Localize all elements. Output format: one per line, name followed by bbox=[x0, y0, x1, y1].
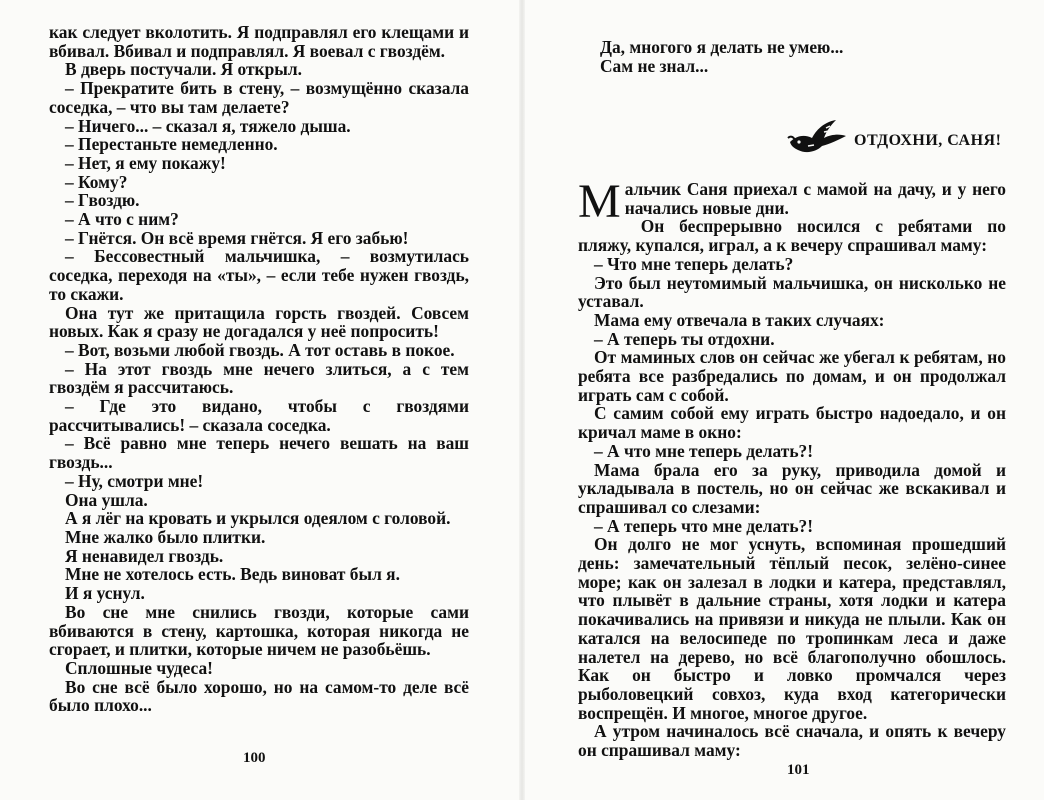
paragraph: Мама ему отвечала в таких случаях: bbox=[594, 309, 885, 330]
paragraph: – Гвоздю. bbox=[65, 190, 140, 211]
paragraph: – Ну, смотри мне! bbox=[65, 470, 204, 491]
paragraph: Да, многого я делать не умею... bbox=[600, 37, 844, 57]
paragraph: Мама брала его за руку, приводила домой и укладывала в постель, но он сейчас же вскакивал и спрашивал со слезами: bbox=[578, 459, 1006, 517]
paragraph: – А теперь ты отдохни. bbox=[594, 328, 775, 349]
paragraph: как следует вколотить. Я подправлял его клещами и вбивал. Вбивал и подправлял. Я воевал с гвоздём. bbox=[49, 22, 469, 61]
paragraph: Она ушла. bbox=[65, 489, 148, 510]
paragraph: Он беспрерывно носился с ребятами по пляжу, купался, играл, а к вечеру спрашивал маму: bbox=[578, 216, 1006, 256]
paragraph: – Кому? bbox=[65, 171, 128, 192]
paragraph: – Вот, возьми любой гвоздь. А тот оставь в покое. bbox=[65, 339, 455, 360]
bird-ornament-icon bbox=[786, 118, 848, 158]
paragraph: Я ненавидел гвоздь. bbox=[65, 545, 224, 566]
story-heading bbox=[786, 118, 1016, 158]
story-text bbox=[578, 175, 1006, 761]
paragraph: С самим собой ему играть быстро надоедало, и он кричал маме в окно: bbox=[578, 403, 1006, 443]
paragraph: Мне жалко было плитки. bbox=[65, 526, 266, 547]
paragraph: – Перестаньте немедленно. bbox=[65, 134, 278, 155]
page-number: 100 bbox=[243, 750, 266, 766]
paragraph: – Нет, я ему покажу! bbox=[65, 152, 226, 173]
paragraph: – А что с ним? bbox=[65, 209, 179, 230]
paragraph: – Прекратите бить в стену, – возмущённо сказала соседка, – что вы там делаете? bbox=[49, 78, 469, 117]
paragraph: Мне не хотелось есть. Ведь виноват был я. bbox=[65, 564, 400, 585]
paragraph: Сплошные чудеса! bbox=[65, 657, 213, 678]
paragraph: – Бессовестный мальчишка, – возмутилась соседка, переходя на «ты», – если тебе нужен гвоздь, то скажи. bbox=[49, 246, 469, 304]
first-paragraph bbox=[578, 175, 1006, 228]
paragraph: Во сне всё было хорошо, но на самом-то деле всё было плохо... bbox=[49, 676, 469, 716]
paragraph: В дверь постучали. Я открыл. bbox=[65, 59, 302, 80]
paragraph: А утром начиналось всё сначала, и опять к вечеру он спрашивал маму: bbox=[578, 721, 1006, 761]
paragraph: Во сне мне снились гвозди, которые сами вбиваются в стену, картошка, которая никогда не сгорает, и плитки, которые ничем не разобьёшь. bbox=[49, 601, 469, 660]
drop-cap: М bbox=[578, 175, 621, 228]
paragraph: – А теперь что мне делать?! bbox=[594, 515, 814, 536]
paragraph: – Ничего... – сказал я, тяжело дыша. bbox=[65, 115, 351, 136]
paragraph: – Всё равно мне теперь нечего вешать на ваш гвоздь... bbox=[49, 433, 469, 473]
paragraph: – На этот гвоздь мне нечего злиться, а с тем гвоздём я рассчитаюсь. bbox=[49, 358, 469, 398]
paragraph: И я уснул. bbox=[65, 583, 145, 604]
left-page-text bbox=[49, 23, 469, 715]
story-title: ОТДОХНИ, САНЯ! bbox=[854, 132, 1002, 149]
first-paragraph-text: альчик Саня приехал с мамой на дачу, и у него начались новые дни. bbox=[624, 179, 1006, 218]
page-number: 101 bbox=[787, 762, 810, 778]
right-page bbox=[522, 0, 1044, 800]
paragraph: – Что мне теперь делать? bbox=[594, 253, 794, 274]
paragraph: Он долго не мог уснуть, вспоминая прошедший день: замечательный тёплый песок, зелёно-синее море; как он залезал в лодки и катера, представлял, что плывёт в дальние страны, хотя лодки и катера покачивались на привязи и никуда не плыли. Как он катался на велосипеде по тропинкам леса и даже налетел на дерево, но всё благополучно обошлось. Как он быстро и ловко промчался через рыболовецкий совхоз, куда вход категорически воспрещён. И многое, многое другое. bbox=[578, 534, 1006, 723]
previous-story-ending bbox=[600, 38, 1020, 75]
paragraph: Сам не знал... bbox=[600, 55, 709, 76]
paragraph: – Гнётся. Он всё время гнётся. Я его забью! bbox=[65, 227, 409, 248]
paragraph: Она тут же притащила горсть гвоздей. Совсем новых. Как я сразу не догадался у неё попросить! bbox=[49, 302, 469, 342]
paragraph: От маминых слов он сейчас же убегал к ребятам, но ребята все разбредались по домам, и он продолжал играть сам с собой. bbox=[578, 347, 1006, 405]
paragraph: – Где это видано, чтобы с гвоздями рассчитывались! – сказала соседка. bbox=[49, 396, 469, 435]
paragraph: – А что мне теперь делать?! bbox=[594, 440, 814, 461]
paragraph: А я лёг на кровать и укрылся одеялом с головой. bbox=[65, 508, 451, 529]
paragraph: Это был неутомимый мальчишка, он нисколько не уставал. bbox=[578, 272, 1006, 312]
